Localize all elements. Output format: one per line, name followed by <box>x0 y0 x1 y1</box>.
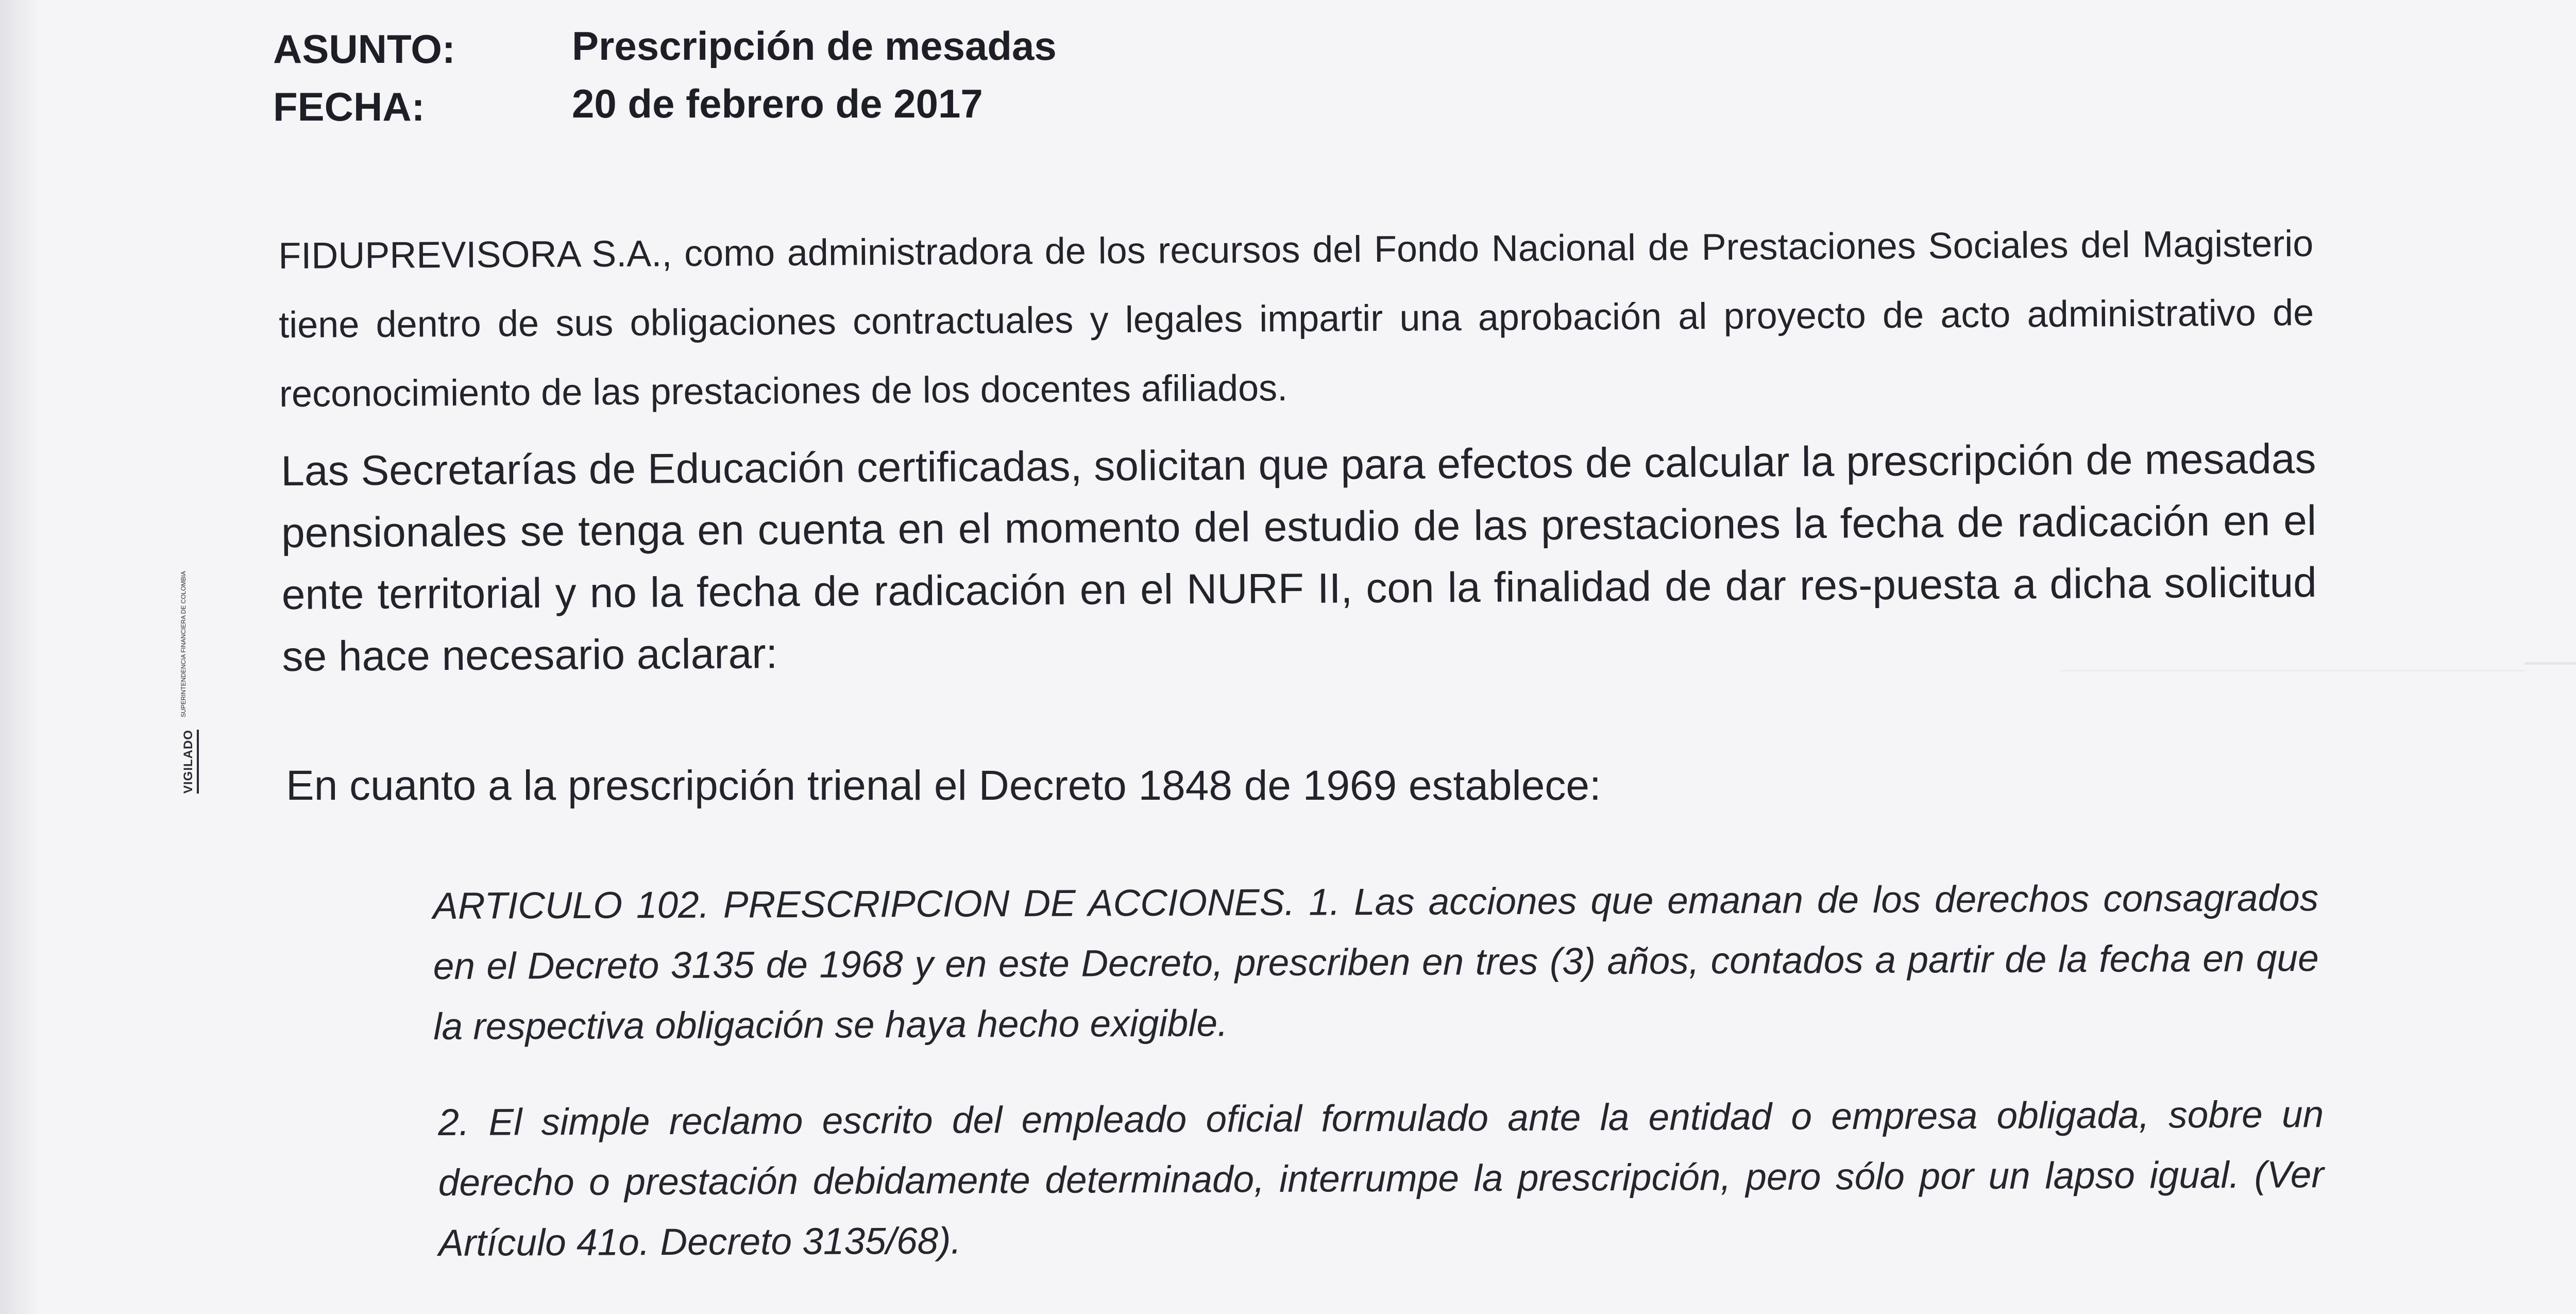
subject-value: Prescripción de mesadas <box>572 23 1057 69</box>
stamp-sub-text: SUPERINTENDENCIA FINANCIERA DE COLOMBIA <box>180 570 187 718</box>
date-value: 20 de febrero de 2017 <box>572 81 983 126</box>
quote-articulo-102: ARTICULO 102. PRESCRIPCION DE ACCIONES. 1. Las acciones que emanan de los derechos consagrados en el Decreto 3135 de 1968 y en este Decreto, prescriben en tres (3) años, contados a partir de la fecha en que la respectiva obligación se haya hecho exigible. <box>433 877 2319 1048</box>
date-label: FECHA: <box>273 84 425 129</box>
paragraph-prescripcion-trienal: En cuanto a la prescripción trienal el Decreto 1848 de 1969 establece: <box>286 762 1601 809</box>
paragraph-fiduprevisora: FIDUPREVISORA S.A., como administradora de los recursos del Fondo Nacional de Prestaciones Sociales del Magisterio tiene dentro de sus obligaciones contractuales y legales impartir una aprobación al proyecto de acto administrativo de reconocimiento de las prestaciones de los docentes afiliados. <box>278 223 2314 415</box>
vigilado-stamp <box>155 546 216 804</box>
page-left-edge-shadow <box>0 0 36 1314</box>
paragraph-secretarias: Las Secretarías de Educación certificadas, solicitan que para efectos de calcular la prescripción de mesadas pensionales se tenga en cuenta en el momento del estudio de las prestaciones la fecha de radicación en el ente territorial y no la fecha de radicación en el NURF II, con la finalidad de dar res-puesta a dicha solicitud se hace necesario aclarar: <box>281 435 2317 680</box>
bleed-through-line <box>2524 662 2576 665</box>
subject-label: ASUNTO: <box>273 26 455 72</box>
stamp-main-text: VIGILADO <box>181 730 199 794</box>
quote-numeral-2: 2. El simple reclamo escrito del empleado oficial formulado ante la entidad o empresa obligada, sobre un derecho o prestación debidamente determinado, interrumpe la prescripción, pero sólo por un lapso igual. (Ver Artículo 41o. Decreto 3135/68). <box>438 1093 2324 1264</box>
